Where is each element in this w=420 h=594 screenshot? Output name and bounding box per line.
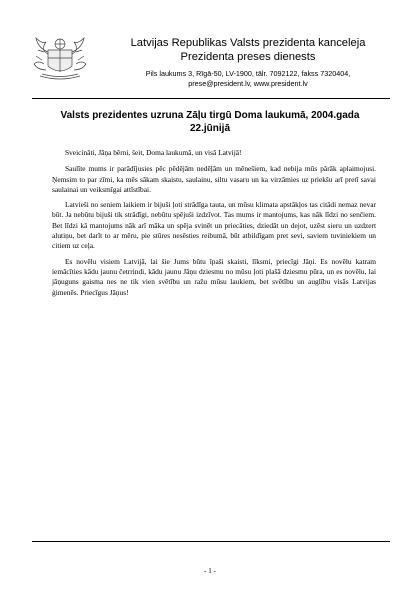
footer-divider (32, 541, 390, 542)
department-name: Prezidenta preses dienests (180, 51, 316, 63)
letterhead (98, 36, 398, 89)
email-web-line: prese@president.lv, www.president.lv (188, 79, 308, 88)
address-line: Pils laukums 3, Rīgā-50, LV-1900, tālr. 7092122, fakss 7320404, (145, 69, 351, 78)
title-line-1: Valsts prezidentes uzruna Zāļu tirgū Doma laukumā, 2004.gada (60, 110, 360, 121)
organization-name: Latvijas Republikas Valsts prezidenta kanceleja (130, 37, 366, 49)
speech-body (52, 148, 376, 303)
title-line-2: 22.jūnijā (189, 123, 230, 134)
document-title (40, 109, 380, 135)
page-number: - 1 - (204, 567, 216, 575)
paragraph-wishes: Es novēlu visiem Latvijā, lai šie Jums būtu īpaši skaisti, līksmi, priecīgi Jāņi. Es novēlu katram iemācīties kādu jaunu četrrindi, kādu jaunu Jāņu dziesmu no mūsu ļoti plašā dziesmu pūra, un es novēlu, lai jāņuguns gaisma nes ne tik vien svētību un ražu mūsu laukiem, bet svētību un auglību visās Latvijas ģimenēs. Priecīgus Jāņus! (52, 256, 376, 297)
paragraph-summer: Saulīte mums ir parādījusies pēc pēdējām nedēļām un mēnešiem, kad nebija mūs pārāk aplaimojusi. Ņemsim to par zīmi, ka mēs sākam skaistu, saulainu, siltu vasaru un ka virzāmies uz priekšu arī pretī savai saulainai un veiksmīgai attīstībai. (52, 164, 376, 194)
paragraph-heritage: Latvieši no seniem laikiem ir bijuši ļoti strādīga tauta, un mūsu klimata apstākļos tas citādi nemaz nevar būt. Ja nebūtu bijuši tik strādīgi, nebūtu spējuši izdzīvot. Tas mums ir mantojums, kas nāk līdzi no senčiem. Bet līdzi kā mantojums nāk arī māka un spēja svinēt un priecāties, dziedāt un dejot, uzēst sieru un uzdzert alutiņu, bet darīt to ar mēru, pie stūres nesēsties reibumā, būt atbildīgam pret sevi, saviem tuviniekiem un citiem uz ceļa. (52, 200, 376, 251)
header-divider (32, 98, 390, 99)
coat-of-arms-icon (30, 30, 90, 82)
contact-details (98, 69, 398, 89)
paragraph-greeting: Sveicināti, Jāņa bērni, šeit, Doma laukumā, un visā Latvijā! (65, 148, 242, 157)
